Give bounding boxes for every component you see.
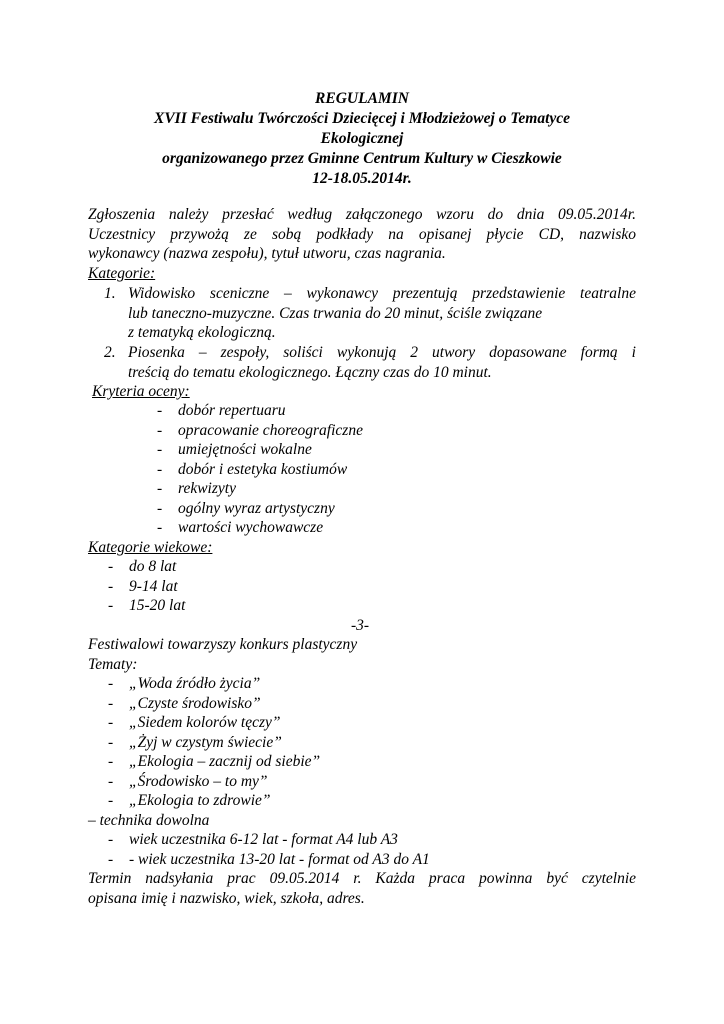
categories-heading: Kategorie: xyxy=(88,265,156,282)
technique-note: – technika dowolna xyxy=(88,812,210,829)
category-item xyxy=(128,284,636,343)
intro-paragraph xyxy=(88,205,636,264)
list-dash: - xyxy=(108,851,114,868)
format-item: wiek uczestnika 6-12 lat - format A4 lub A3 xyxy=(129,831,398,848)
topic-item: „Siedem kolorów tęczy” xyxy=(129,714,281,731)
list-dash: - xyxy=(108,558,114,575)
age-item: 9-14 lat xyxy=(129,578,178,595)
category-number: 1. xyxy=(104,285,116,302)
header-title: REGULAMIN xyxy=(315,90,409,107)
category-line: lub taneczno-muzyczne. Czas trwania do 20 minut, ściśle związane xyxy=(128,304,543,322)
list-dash: - xyxy=(157,500,163,517)
list-dash: - xyxy=(108,734,114,751)
page-number: -3- xyxy=(351,617,370,634)
header-organizer: organizowanego przez Gminne Centrum Kultury w Cieszkowie xyxy=(162,150,562,167)
header-dates: 12-18.05.2014r. xyxy=(312,170,412,187)
header-festival-name-cont: Ekologicznej xyxy=(320,130,404,147)
criteria-item: ogólny wyraz artystyczny xyxy=(178,500,335,517)
list-dash: - xyxy=(108,597,114,614)
age-categories-heading: Kategorie wiekowe: xyxy=(88,539,213,556)
list-dash: - xyxy=(157,480,163,497)
list-dash: - xyxy=(108,773,114,790)
topics-heading: Tematy: xyxy=(88,656,138,673)
list-dash: - xyxy=(108,675,114,692)
list-dash: - xyxy=(157,461,163,478)
list-dash: - xyxy=(108,753,114,770)
category-line: z tematyką ekologiczną. xyxy=(128,324,276,341)
category-line: Widowisko sceniczne – wykonawcy prezentują przedstawienie teatralne xyxy=(128,285,636,302)
list-dash: - xyxy=(108,792,114,809)
list-dash: - xyxy=(157,441,163,458)
intro-line: Uczestnicy przywożą ze sobą podkłady na opisanej płycie CD, nazwisko xyxy=(88,225,636,243)
intro-line: wykonawcy (nazwa zespołu), tytuł utworu, czas nagrania. xyxy=(88,245,446,262)
list-dash: - xyxy=(157,519,163,536)
criteria-item: rekwizyty xyxy=(178,480,236,497)
list-dash: - xyxy=(108,714,114,731)
art-contest-intro: Festiwalowi towarzyszy konkurs plastyczny xyxy=(88,636,358,653)
category-number: 2. xyxy=(104,344,116,361)
category-line: treścią do tematu ekologicznego. Łączny czas do 10 minut. xyxy=(128,363,492,381)
criteria-item: dobór repertuaru xyxy=(178,402,286,419)
criteria-item: wartości wychowawcze xyxy=(178,519,324,536)
list-dash: - xyxy=(108,578,114,595)
format-item: - wiek uczestnika 13-20 lat - format od A3 do A1 xyxy=(129,851,430,868)
header-festival-name: XVII Festiwalu Twórczości Dziecięcej i Młodzieżowej o Tematyce xyxy=(153,110,571,127)
intro-line: Zgłoszenia należy przesłać według załączonego wzoru do dnia 09.05.2014r. xyxy=(88,206,636,223)
category-line: Piosenka – zespoły, soliści wykonują 2 utwory dopasowane formą i xyxy=(128,344,636,361)
deadline-paragraph xyxy=(88,869,636,908)
criteria-item: umiejętności wokalne xyxy=(178,441,312,458)
document-header xyxy=(88,89,636,189)
topic-item: „Czyste środowisko” xyxy=(129,695,261,712)
topic-item: „Woda źródło życia” xyxy=(129,675,261,692)
topic-item: „Ekologia to zdrowie” xyxy=(129,792,271,809)
list-dash: - xyxy=(157,402,163,419)
criteria-item: opracowanie choreograficzne xyxy=(178,422,363,439)
category-item xyxy=(128,343,636,382)
list-dash: - xyxy=(108,695,114,712)
criteria-item: dobór i estetyka kostiumów xyxy=(178,461,348,478)
age-item: do 8 lat xyxy=(129,558,177,575)
list-dash: - xyxy=(108,831,114,848)
topic-item: „Środowisko – to my” xyxy=(129,773,268,790)
topic-item: „Żyj w czystym świecie” xyxy=(129,734,282,751)
topic-item: „Ekologia – zacznij od siebie” xyxy=(129,753,321,770)
age-item: 15-20 lat xyxy=(129,597,186,614)
deadline-line: Termin nadsyłania prac 09.05.2014 r. Każda praca powinna być czytelnie xyxy=(88,870,636,887)
list-dash: - xyxy=(157,422,163,439)
deadline-line: opisana imię i nazwisko, wiek, szkoła, adres. xyxy=(88,889,365,907)
criteria-heading: Kryteria oceny: xyxy=(92,383,190,400)
